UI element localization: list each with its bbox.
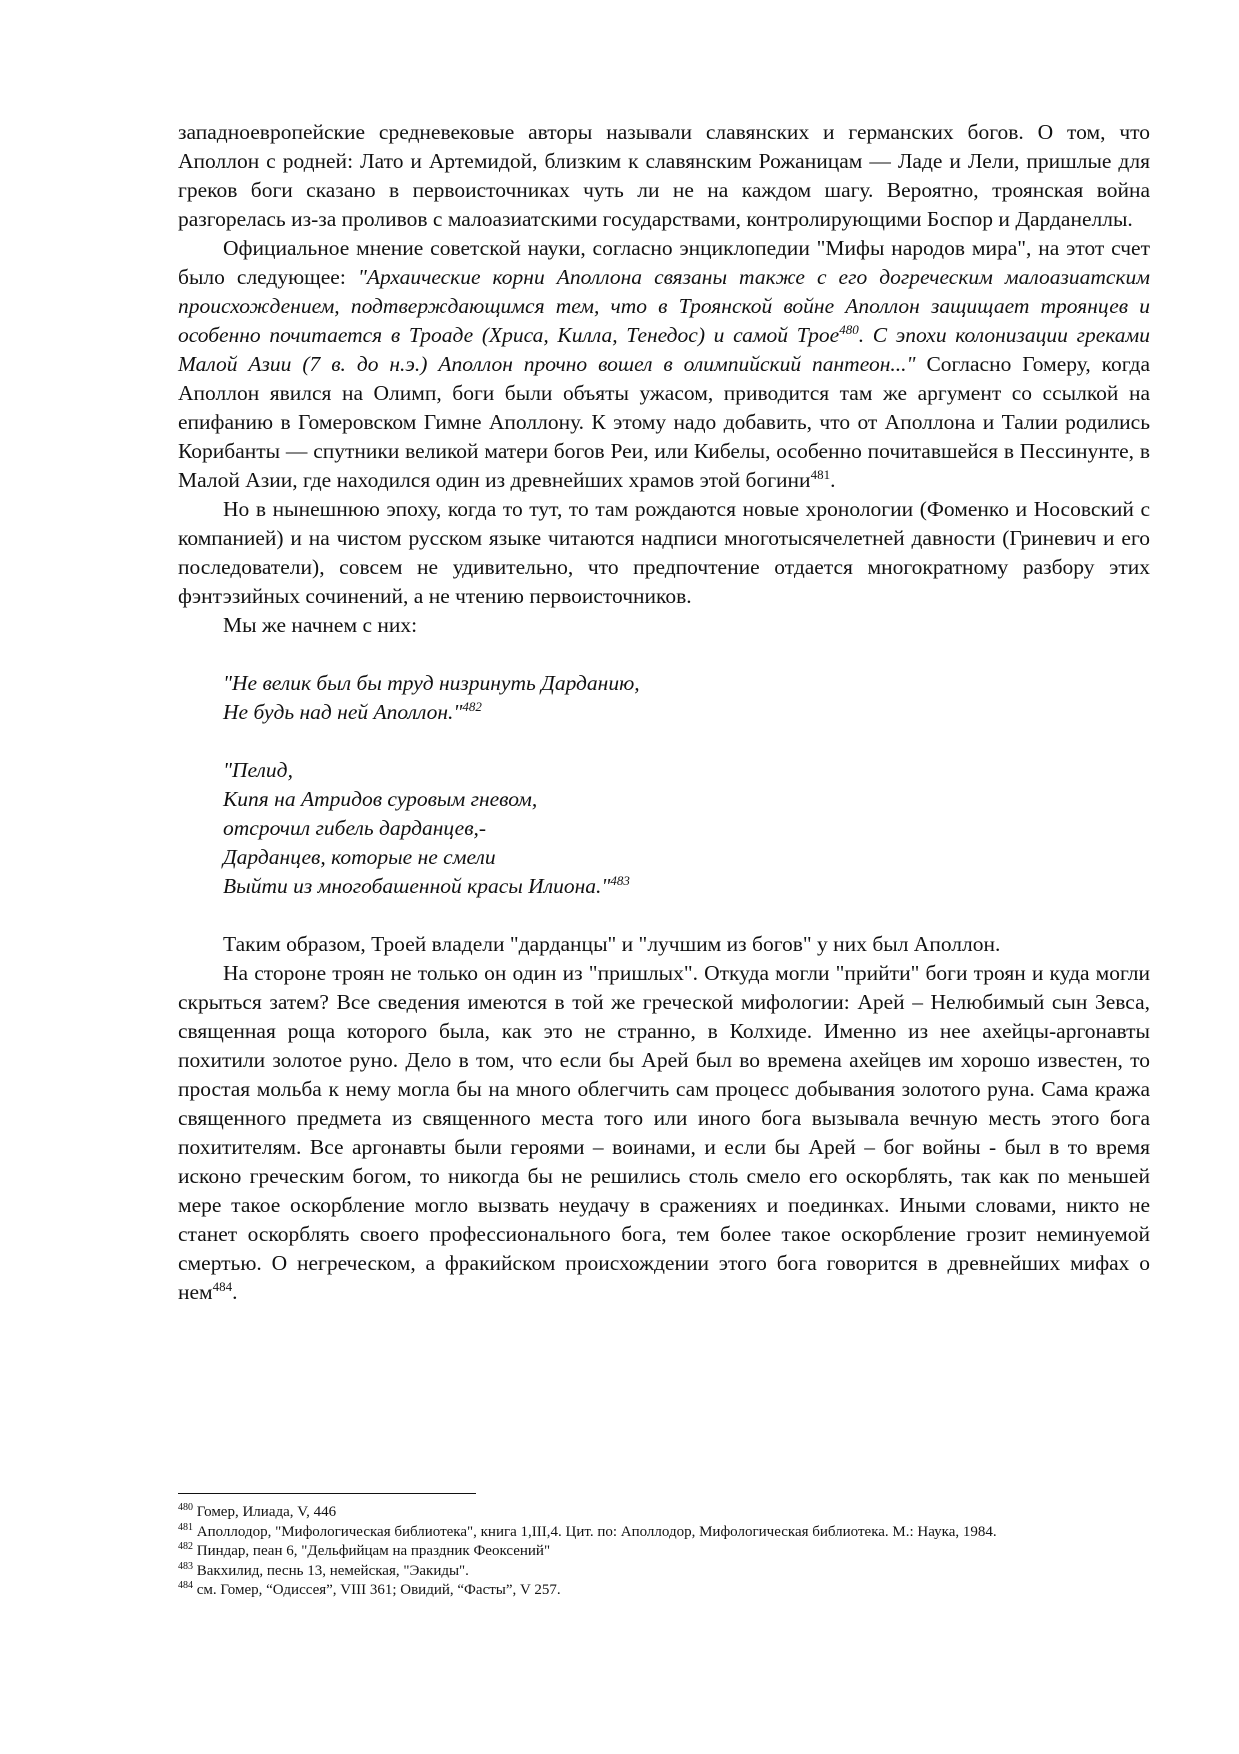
footnote-481 — [178, 1523, 1150, 1543]
footnote-text: Вакхилид, песнь 13, немейская, "Эакиды". — [196, 1562, 469, 1579]
spacer — [178, 901, 1150, 930]
poem-1-line-2 — [223, 698, 1150, 727]
footnote-484 — [178, 1581, 1150, 1601]
paragraph-2-rest: Согласно Гомеру, когда Аполлон явился на Олимп, боги были объяты ужасом, приводится там же аргумент со ссылкой на епифанию в Гомеровском Гимне Аполлону. К этому надо добавить, что от Аполлона и Талии родились Корибанты — спутники великой матери богов Реи, или Кибелы, особенно почитавшейся в Пессинунте, в Малой Азии, где находился один из древнейших храмов этой богини — [178, 352, 1150, 492]
poem-2-line-2: Кипя на Атридов суровым гневом, — [223, 787, 538, 811]
footnote-text: см. Гомер, “Одиссея”, VIII 361; Овидий, “Фасты”, V 257. — [196, 1582, 561, 1598]
footnote-text: Гомер, Илиада, V, 446 — [196, 1504, 337, 1520]
paragraph-4: Мы же начнем с них: — [223, 613, 418, 637]
poem-2-line-1: "Пелид, — [223, 758, 293, 782]
paragraph-1: западноевропейские средневековые авторы называли славянских и германских богов. О том, что Аполлон с родней: Лато и Артемидой, близким к славянским Рожаницам — Ладе и Лели, пришлые для греков боги сказано в первоисточниках чуть ли не на каждом шагу. Вероятно, троянская война разгорелась из-за проливов с малоазиатскими государствами, контролирующими Боспор и Дарданеллы. — [178, 120, 1150, 231]
paragraph-2-intro: Официальное мнение советской науки, согласно энциклопедии "Мифы народов мира", на этот счет было следующее: — [178, 236, 1150, 289]
encyclopedia-quote-part-2: . С эпохи колонизации греками Малой Азии (7 в. до н.э.) Аполлон прочно вошел в олимпийский пантеон..." — [178, 323, 1151, 376]
footnote-separator — [178, 1493, 476, 1494]
poem-1-line-2-text: Не будь над ней Аполлон." — [223, 700, 463, 724]
footnote-ref-481[interactable]: 481 — [810, 466, 831, 482]
spacer — [178, 727, 1150, 756]
paragraph-2 — [178, 234, 1150, 495]
paragraph-6-text: На стороне троян не только он один из "пришлых". Откуда могли "прийти" боги троян и куда могли скрыться затем? Все сведения имеются в той же греческой мифологии: Арей – Нелюбимый сын Зевса, священная роща которого была, как это не странно, в Колхиде. Именно из нее ахейцы-аргонавты похитили золотое руно. Дело в том, что если бы Арей был во времена ахейцев им хорошо известен, то простая мольба к нему могла бы на много облегчить сам процесс добывания золотого руна. Сама кража священного предмета из священного места того или иного бога вызывала вечную месть этого бога похитителям. Все аргонавты были героями – воинами, и если бы Арей – бог войны - был в то время исконо греческим богом, то никогда бы не решились столь смело его оскорблять, так как по меньшей мере такое оскорбление могло вызвать неудачу в сражениях и поединках. Иными словами, никто не станет оскорблять своего профессионального бога, тем более такое оскорбление грозит неминуемой смертью. О негреческом, а фракийском происхождении этого бога говорится в древнейших мифах о нем — [178, 961, 1150, 1304]
paragraph-6 — [178, 959, 1150, 1307]
encyclopedia-quote-part-1: "Архаические корни Аполлона связаны также с его догреческим малоазиатским происхождением, подтверждающимся тем, что в Троянской войне Аполлон защищает троянцев и особенно почитается в Троаде (Хриса, Килла, Тенедос) и самой Трое — [178, 265, 1151, 347]
footnote-480 — [178, 1503, 1150, 1523]
footnotes-section — [178, 1493, 1150, 1601]
footnote-ref-480[interactable]: 480 — [839, 321, 859, 337]
poem-1-line-1: "Не велик был бы труд низринуть Дарданию, — [223, 671, 640, 695]
poem-2-line-3: отсрочил гибель дарданцев,- — [223, 816, 487, 840]
footnote-text: Пиндар, пеан 6, "Дельфийцам на праздник Феоксений" — [196, 1543, 551, 1559]
poem-quote-1 — [223, 669, 1150, 727]
footnote-number: 481 — [178, 1521, 193, 1533]
paragraph-5: Таким образом, Троей владели "дарданцы" и "лучшим из богов" у них был Аполлон. — [223, 932, 1001, 956]
poem-2-line-5 — [223, 872, 1150, 901]
footnote-483 — [178, 1562, 1150, 1582]
footnote-number: 480 — [178, 1502, 193, 1513]
footnote-number: 484 — [178, 1580, 193, 1591]
spacer — [178, 640, 1150, 669]
paragraph-2-end: . — [830, 468, 836, 492]
main-text — [178, 118, 1150, 1307]
poem-2-line-4: Дарданцев, которые не смели — [223, 845, 496, 869]
footnote-number: 483 — [178, 1560, 193, 1572]
poem-quote-2 — [223, 756, 1150, 901]
paragraph-3: Но в нынешнюю эпоху, когда то тут, то там рождаются новые хронологии (Фоменко и Носовский с компанией) и на чистом русском языке читаются надписи многотысячелетней давности (Гриневич и его последователи), совсем не удивительно, что предпочтение отдается многократному разбору этих фэнтэзийных сочинений, а не чтению первоисточников. — [178, 497, 1150, 608]
footnote-number: 482 — [178, 1541, 193, 1552]
footnote-ref-482[interactable]: 482 — [462, 698, 482, 714]
footnote-482 — [178, 1542, 1150, 1562]
paragraph-6-end: . — [232, 1280, 238, 1304]
poem-2-line-5-text: Выйти из многобашенной красы Илиона." — [223, 874, 611, 898]
footnote-ref-483[interactable]: 483 — [610, 872, 630, 888]
footnote-ref-484[interactable]: 484 — [212, 1278, 233, 1294]
footnote-text: Аполлодор, "Мифологическая библиотека", книга 1,III,4. Цит. по: Аполлодор, Мифологическая библиотека. М.: Наука, 1984. — [196, 1523, 997, 1540]
